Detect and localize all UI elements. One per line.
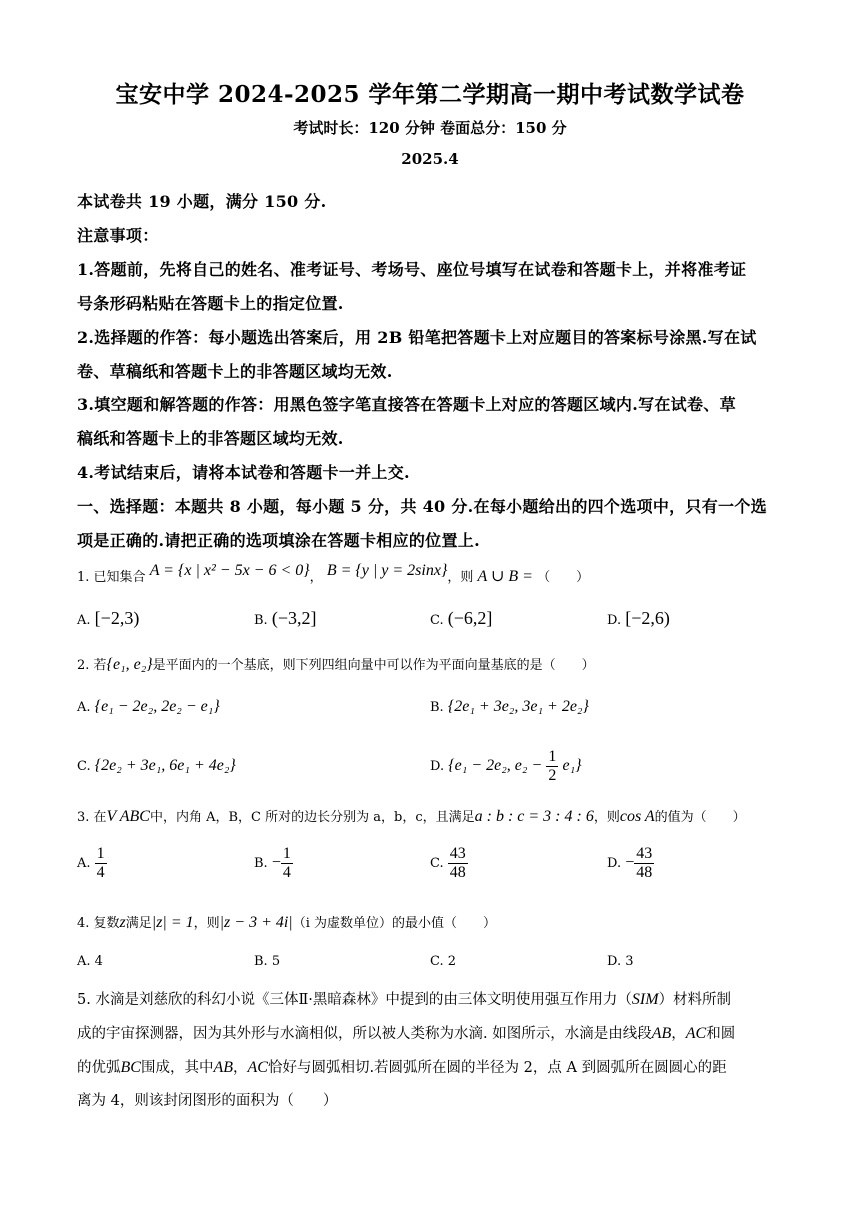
variable-z: z (119, 914, 126, 931)
fraction-numerator: 43 (449, 845, 466, 862)
fraction-numerator: 1 (96, 845, 105, 862)
option-value: (−3,2] (271, 608, 317, 628)
comma: ， (233, 1060, 248, 1076)
question-2-stem (77, 654, 595, 674)
section-1-heading-line-1: 一、选择题：本题共 8 小题，每小题 5 分，共 40 分.在每小题给出的四个选项中，只有一个选 (77, 497, 767, 516)
notice-1-line-1: 1.答题前，先将自己的姓名、准考证号、考场号、座位号填写在试卷和答题卡上，并将准考证 (77, 260, 747, 279)
option-value: {2e₁ + 3e₂, 3e₁ + 2e₂} (447, 698, 589, 715)
question-3-then: ，则 (593, 810, 620, 825)
cos-a: cos A (619, 808, 655, 825)
fraction-denominator: 4 (282, 864, 291, 881)
exam-summary: 本试卷共 19 小题，满分 150 分. (77, 192, 327, 211)
option-label: C. (77, 759, 91, 774)
q3-option-d (607, 845, 654, 882)
q3-option-b (254, 845, 293, 882)
question-4-ask: （i 为虚数单位）的最小值（ ） (292, 916, 496, 931)
fraction (281, 845, 293, 882)
q4-option-b: B. 5 (254, 954, 281, 969)
notice-2-line-1: 2.选择题的作答：每小题选出答案后，用 2B 铅笔把答题卡上对应题目的答案标号涂黑.写在试 (77, 328, 757, 347)
option-value: {e₁ − 2e₂, e₂ − (448, 757, 543, 774)
fraction-numerator: 43 (636, 845, 653, 862)
fraction-denominator: 48 (636, 864, 653, 881)
question-5-line-4: 离为 4，则该封闭图形的面积为（ ） (77, 1093, 338, 1109)
q4-option-a: A. 4 (77, 954, 103, 969)
modulus-condition: |z| = 1 (151, 914, 194, 931)
option-label: A. (77, 700, 91, 715)
exam-date: 2025.4 (401, 150, 459, 168)
notice-1-line-2: 号条形码粘贴在答题卡上的指定位置. (77, 294, 344, 313)
exam-title: 宝安中学 2024-2025 学年第二学期高一期中考试数学试卷 (115, 81, 745, 108)
sim-abbrev: SIM (631, 991, 659, 1008)
answer-paren: （ ） (537, 570, 590, 585)
question-3-text: 中，内角 A，B，C 所对的边长分别为 a，b，c，且满足 (149, 810, 475, 825)
question-1-then: ，则 (447, 570, 474, 585)
q4-option-c: C. 2 (430, 954, 457, 969)
separator: ， (309, 570, 323, 585)
question-5-line-3 (77, 1056, 727, 1077)
notice-3-line-2: 稿纸和答题卡上的非答题区域均无效. (77, 429, 344, 448)
question-4-then: ，则 (193, 916, 220, 931)
option-sign: − (625, 854, 635, 871)
question-5-text-cont: 围成，其中 (140, 1060, 214, 1076)
exam-duration-score: 考试时长：120 分钟 卷面总分：150 分 (293, 119, 567, 137)
question-2-text: 是平面内的一个基底，则下列四组向量中可以作为平面向量基底的是（ ） (152, 658, 595, 673)
q2-option-b (430, 698, 589, 716)
question-5-text-cont: 和圆 (706, 1026, 736, 1042)
arc-bc: BC (120, 1059, 141, 1076)
fraction-denominator: 4 (96, 864, 105, 881)
option-value: {e₁ − 2e₂, 2e₂ − e₁} (94, 698, 220, 715)
section-1-heading-line-2: 项是正确的.请把正确的选项填涂在答题卡相应的位置上. (77, 531, 480, 550)
fraction (546, 748, 558, 785)
option-sign: − (271, 854, 281, 871)
notice-2-line-2: 卷、草稿纸和答题卡上的非答题区域均无效. (77, 362, 393, 381)
option-label: A. (77, 856, 91, 871)
q3-option-c (430, 845, 468, 882)
question-4-text: 满足 (125, 916, 152, 931)
q4-option-d: D. 3 (607, 954, 634, 969)
fraction-denominator: 2 (548, 767, 557, 784)
option-label: B. (254, 613, 268, 628)
fraction (95, 845, 107, 882)
question-3-prefix: 3. 在 (77, 810, 107, 825)
option-label: B. (254, 856, 268, 871)
side-ratio: a : b : c = 3 : 4 : 6 (474, 808, 594, 825)
question-5-text-cont: ）材料所制 (658, 992, 732, 1008)
q1-option-b (254, 608, 316, 629)
q1-option-c (430, 608, 492, 629)
question-5-line-1 (77, 988, 731, 1009)
option-value-tail: e₁} (562, 757, 582, 774)
option-value: [−2,6) (625, 608, 670, 628)
question-2-prefix: 2. 若 (77, 658, 107, 673)
modulus-expression: |z − 3 + 4i| (219, 914, 293, 931)
q3-option-a (77, 845, 107, 882)
question-4-stem (77, 912, 496, 932)
option-label: A. (77, 613, 91, 628)
q1-option-a (77, 608, 139, 629)
fraction (634, 845, 654, 882)
fraction-numerator: 1 (282, 845, 291, 862)
question-5-text: 5. 水滴是刘慈欣的科幻小说《三体Ⅱ·黑暗森林》中提到的由三体文明使用强互作用力（ (77, 992, 632, 1008)
q2-option-a (77, 698, 220, 716)
q2-option-d (430, 748, 582, 785)
notice-3-line-1: 3.填空题和解答题的作答：用黑色签字笔直接答在答题卡上对应的答题区域内.写在试卷、草 (77, 395, 736, 414)
segment-ac: AC (685, 1025, 707, 1042)
fraction-numerator: 1 (548, 748, 557, 765)
question-4-prefix: 4. 复数 (77, 916, 120, 931)
question-3-ask: 的值为（ ） (654, 810, 746, 825)
segment-ac: AC (247, 1059, 268, 1076)
basis-expression: {e₁, e₂} (106, 656, 153, 673)
fraction-denominator: 48 (449, 864, 466, 881)
option-label: D. (607, 613, 622, 628)
option-label: B. (430, 700, 444, 715)
fraction (448, 845, 468, 882)
triangle-symbol: V ABC (106, 808, 150, 825)
q2-option-c (77, 757, 236, 775)
question-1-stem (77, 562, 590, 586)
set-b-expression: B = {y | y = 2sinx} (326, 562, 448, 579)
question-5-text: 成的宇宙探测器，因为其外形与水滴相似，所以被人类称为水滴. 如图所示，水滴是由线段 (77, 1026, 652, 1042)
notice-heading: 注意事项： (77, 226, 159, 245)
segment-ab: AB (213, 1059, 233, 1076)
option-label: C. (430, 613, 444, 628)
option-value: {2e₂ + 3e₁, 6e₁ + 4e₂} (94, 757, 236, 774)
option-label: D. (607, 856, 622, 871)
question-3-stem (77, 806, 746, 826)
option-label: D. (430, 759, 445, 774)
set-a-expression: A = {x | x² − 5x − 6 < 0} (149, 562, 310, 579)
question-5-text-end: 恰好与圆弧相切.若圆弧所在圆的半径为 2，点 A 到圆弧所在圆圆心的距 (267, 1060, 727, 1076)
q1-option-d (607, 608, 670, 629)
option-value: [−2,3) (94, 608, 140, 628)
union-expression: A ∪ B = (477, 568, 533, 585)
comma: ， (671, 1026, 686, 1042)
segment-ab: AB (651, 1025, 672, 1042)
option-label: C. (430, 856, 444, 871)
question-1-prefix: 1. 已知集合 (77, 570, 146, 585)
question-5-text: 的优弧 (77, 1060, 121, 1076)
option-value: (−6,2] (447, 608, 493, 628)
notice-4: 4.考试结束后，请将本试卷和答题卡一并上交. (77, 463, 410, 482)
question-5-line-2 (77, 1022, 735, 1043)
